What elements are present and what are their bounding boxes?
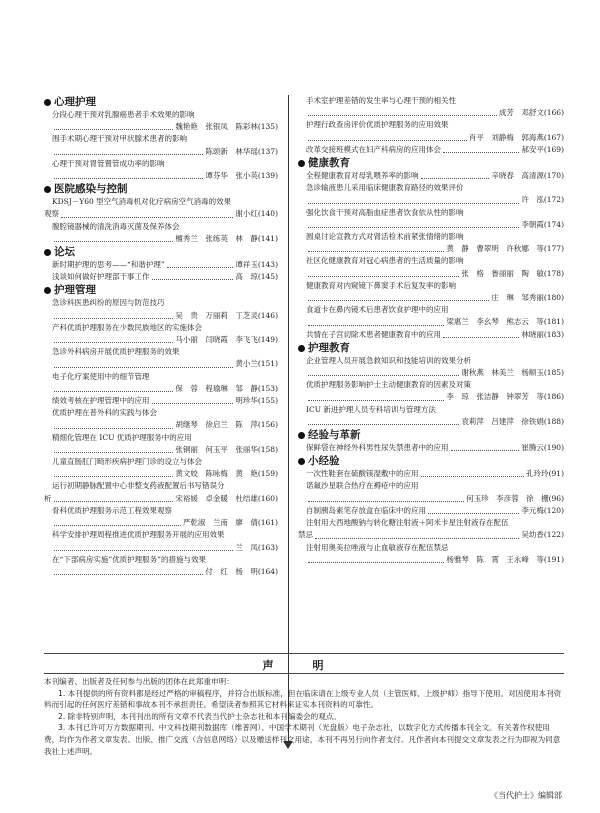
entry-author-line <box>298 194 564 206</box>
dot-leader <box>54 566 203 575</box>
entry-author: 谢秋燕 林美兰 杨顺玉(185) <box>461 368 564 378</box>
entry-author-line <box>44 121 278 133</box>
entry-author: 宋裕媛 卓金暖 杜结雄(160) <box>175 493 278 503</box>
notice-item-1: 1. 本刊提供的所有资料都是经过严格的审稿程序，并符合出版标准，但在临床请在上级专业人员（主管医师、上级护师）指导下使用。对因使用本刊资料而引起的任何医疗差错和事故本刊不承担责任。希望读者参照其它材料来证实本刊资料的可靠性。 <box>44 688 562 710</box>
dot-leader <box>308 493 464 502</box>
toc-entry <box>298 95 564 119</box>
toc-entry <box>298 280 564 304</box>
notice-body <box>44 676 564 757</box>
dot-leader <box>167 259 234 268</box>
dot-leader <box>308 243 444 252</box>
dot-leader <box>54 383 173 392</box>
dot-leader <box>315 529 519 538</box>
entry-author-line <box>298 493 564 505</box>
toc-entry <box>44 259 278 271</box>
entry-title: 食道卡在鼻内镜术后患者饮食护理中的应用 <box>306 305 449 315</box>
entry-author: 何玉珍 李彦蓉 徐 栅(96) <box>466 493 564 503</box>
toc-entry <box>298 255 564 279</box>
toc-right-column <box>298 95 564 566</box>
entry-title: 儿童直肠肛门畸形疾病护理门诊的设立与体会 <box>52 457 202 467</box>
dot-leader <box>421 170 490 179</box>
entry-author-line <box>298 243 564 255</box>
entry-author-line <box>44 146 278 158</box>
section-heading <box>298 455 564 468</box>
notice-item-2: 2. 除非特别声明，本刊刊出的所有文章不代表当代护士杂志社和本刊编委会的观点。 <box>58 711 342 721</box>
dot-leader <box>308 416 459 425</box>
column-divider <box>288 95 289 745</box>
dot-leader <box>54 444 173 453</box>
notice-title: 声 明 <box>262 659 338 672</box>
entry-author-line <box>44 468 278 480</box>
dot-leader <box>54 310 173 319</box>
entry-title: 围手术期心理干预对甲状腺术患者的影响 <box>52 134 187 144</box>
dot-leader <box>54 419 173 428</box>
bullet-icon <box>298 345 305 352</box>
toc-entry <box>298 379 564 403</box>
entry-author: 明珍华(155) <box>235 396 278 406</box>
entry-title: 腹腔镜器械的清洗消毒灭菌及保养体会 <box>52 221 180 231</box>
dot-leader <box>308 132 467 141</box>
section-title: 医院感染与控制 <box>54 183 128 196</box>
entry-author: 陈颂新 林华瑶(137) <box>205 146 278 156</box>
section-title: 论坛 <box>54 246 75 259</box>
notice-item-3: 3. 本刊已许可万方数据期刊、中文科技期刊数据库（维普网）、中国学术期刊（光盘版）电子杂志社，以数字化方式传播本刊全文。有关著作权使用费，均作为作者文章发表、出版、推广交流（含信息网络）以及赠送样刊之用途，本刊不再另行向作者支付。凡作者向本刊提交文章发表之行为即视为同意我社上述声明。 <box>44 723 561 756</box>
entry-title-text: 析 <box>44 493 52 503</box>
toc-entry <box>44 395 278 407</box>
entry-title: 护理行政查房评价优质护理服务的应用效果 <box>306 120 449 130</box>
entry-author-line <box>44 170 278 182</box>
entry-title: 社区化健康教育对冠心病患者的生活质量的影响 <box>306 256 464 266</box>
entry-author-line <box>298 107 564 119</box>
notice-lead: 本刊编者、出版者及任何参与出版的团体在此郑重申明： <box>44 677 234 686</box>
entry-title: 共情在子宫切除术患者健康教育中的应用 <box>306 329 441 339</box>
toc-entry <box>298 207 564 231</box>
toc-entry <box>44 322 278 346</box>
entry-title: 改革交接班模式在妇产科病房的应用体会 <box>306 144 441 154</box>
toc-entry <box>44 271 278 283</box>
toc-entry <box>44 133 278 157</box>
entry-title: 急诊科医患纠纷的原因与防范技巧 <box>52 298 165 308</box>
dot-leader <box>54 493 174 502</box>
dot-leader <box>428 505 519 514</box>
toc-entry <box>298 542 564 566</box>
toc-entry <box>298 442 564 454</box>
entry-author-line <box>44 383 278 395</box>
entry-author: 黄 静 曹翠明 许秋娜 等(177) <box>446 244 564 254</box>
entry-title: 绩效考核在护理管理中的应用 <box>52 396 150 406</box>
dot-leader <box>308 107 497 116</box>
entry-author: 李 琼 张洁静 钟翠芳 等(186) <box>446 392 564 402</box>
entry-author: 杨雅琴 陈 霄 王永峰 等(191) <box>446 554 564 564</box>
toc-entry <box>298 119 564 143</box>
entry-title: 全程健康教育对母乳喂养率的影响 <box>306 171 419 181</box>
dot-leader <box>421 468 525 477</box>
notice-top-rule <box>44 653 564 654</box>
toc-entry <box>298 517 564 541</box>
table-of-contents <box>44 95 564 755</box>
section-heading <box>298 342 564 355</box>
toc-entry <box>298 231 564 255</box>
entry-title: ICU 新进护理人员专科培训与管理方法 <box>306 404 436 414</box>
entry-title: 一次性鞋套在硫酸镁湿敷中的应用 <box>306 469 419 479</box>
dot-leader <box>308 391 444 400</box>
section-heading <box>44 183 278 196</box>
entry-author: 檀秀兰 张练英 林 静(141) <box>175 233 278 243</box>
entry-title: 心理干预对胃管置管成功率的影响 <box>52 158 165 168</box>
entry-author-line <box>44 419 278 431</box>
dot-leader <box>54 334 173 343</box>
entry-title-line <box>44 493 278 505</box>
toc-entry <box>298 304 564 328</box>
dot-leader <box>308 194 519 203</box>
entry-title: 浅谈如何做好护理部干事工作 <box>52 272 150 282</box>
entry-title: 优质护理服务影响护士主动健康教育的因素及对策 <box>306 380 471 390</box>
section-heading <box>44 284 278 297</box>
entry-author: 辛晓春 高清源(170) <box>491 171 564 181</box>
entry-author-line <box>298 367 564 379</box>
entry-author: 庄 琳 邹秀丽(180) <box>491 293 564 303</box>
entry-title-line <box>44 208 278 220</box>
dot-leader <box>152 271 234 280</box>
bullet-icon <box>298 160 305 167</box>
bullet-icon <box>44 287 51 294</box>
section-title: 健康教育 <box>308 157 350 170</box>
dot-leader <box>54 233 173 242</box>
dot-leader <box>308 367 459 376</box>
entry-author-line <box>44 542 278 554</box>
section-title: 护理教育 <box>308 341 350 354</box>
entry-author: 谭芬华 张小英(139) <box>205 171 278 181</box>
bullet-icon <box>298 458 305 465</box>
entry-author: 胡继琴 徐启兰 陈 萍(156) <box>175 420 278 430</box>
toc-entry <box>298 355 564 379</box>
entry-title: 分段心理干预对乳腺癌患者手术效果的影响 <box>52 110 195 119</box>
toc-entry <box>44 221 278 245</box>
entry-title: 诺氟沙星联合热疗在褥疮中的应用 <box>306 481 419 491</box>
dot-leader <box>308 316 444 325</box>
toc-entry <box>44 346 278 370</box>
dot-leader <box>443 144 519 153</box>
section-title: 小经验 <box>308 455 340 468</box>
entry-author-line <box>44 233 278 245</box>
entry-title: 圆桌讨论宣教方式对肾活检术前紧张情绪的影响 <box>306 232 464 242</box>
toc-entry <box>44 371 278 395</box>
entry-title-line <box>298 529 564 541</box>
notice-title-rule <box>44 673 564 674</box>
dot-leader <box>54 170 203 179</box>
toc-entry <box>44 297 278 321</box>
entry-author: 郝安平(169) <box>521 144 564 154</box>
dot-leader <box>308 292 489 301</box>
entry-author-line <box>44 334 278 346</box>
entry-title: 急诊外科病房开展优质护理服务的效果 <box>52 347 180 357</box>
entry-author: 崔腾云(190) <box>521 443 564 453</box>
entry-title: 手术室护理差错的发生率与心理干预的相关性 <box>306 96 456 105</box>
bullet-icon <box>44 186 51 193</box>
entry-author: 谭祥玉(143) <box>235 260 278 270</box>
entry-author: 李朝霞(174) <box>521 219 564 229</box>
entry-author-line <box>44 517 278 529</box>
toc-left-column <box>44 95 278 578</box>
entry-author-line <box>298 554 564 566</box>
entry-author-line <box>298 219 564 231</box>
bullet-icon <box>44 249 51 256</box>
entry-author: 黄文姣 陈咏梅 黄 艳(159) <box>175 469 278 479</box>
entry-author: 成芳 邓舒文(166) <box>498 108 564 118</box>
entry-author-line <box>298 268 564 280</box>
toc-entry <box>298 182 564 206</box>
dot-leader <box>308 268 459 277</box>
toc-entry <box>298 404 564 428</box>
toc-entry <box>44 505 278 529</box>
dot-leader <box>451 442 520 451</box>
section-title: 经验与革新 <box>308 429 361 442</box>
toc-entry <box>44 456 278 480</box>
entry-title: 自制胰岛素笔存放盒在临床中的应用 <box>306 505 426 515</box>
dot-leader <box>308 219 519 228</box>
dot-leader <box>54 542 233 551</box>
entry-author-line <box>44 358 278 370</box>
dot-leader <box>54 121 173 130</box>
dot-leader <box>61 208 233 217</box>
entry-title-text: 禁忌 <box>298 530 313 540</box>
entry-author: 林晓丽(183) <box>521 329 564 339</box>
toc-entry <box>298 170 564 182</box>
toc-entry <box>44 554 278 578</box>
entry-title: 健康教育对内窥镜下鼻窦手术后复发率的影响 <box>306 280 456 290</box>
section-heading <box>298 157 564 170</box>
entry-title: 运行初期静脉配置中心非整支药液配置后书写错误分 <box>52 481 225 491</box>
entry-author-line <box>298 316 564 328</box>
dot-leader <box>54 146 203 155</box>
entry-title: KDSJ－Y60 型空气消毒机对化疗病房空气消毒的效果 <box>52 197 232 207</box>
entry-author-line <box>44 444 278 456</box>
entry-author: 肖平 刘静梅 郭海燕(167) <box>468 132 564 142</box>
entry-title: 注射用大西地酸钠与转化糖注射液＋阿米卡星注射液存在配伍 <box>306 518 509 528</box>
bullet-icon <box>44 99 51 106</box>
entry-author: 张 格 鲁丽丽 陶 敏(178) <box>461 268 564 278</box>
section-title: 心理护理 <box>54 96 96 108</box>
entry-title: 科学安排护理周程推进优质护理服务开展的应用效果 <box>52 530 225 540</box>
toc-entry <box>44 196 278 220</box>
dot-leader <box>54 358 233 367</box>
toc-entry <box>44 480 278 504</box>
entry-author-line <box>298 416 564 428</box>
toc-entry <box>44 158 278 182</box>
entry-title: 企业管理人员开展急救知识和技能培训的效果分析 <box>306 355 471 365</box>
entry-author-line <box>298 292 564 304</box>
entry-title: 电子化疗案使用中的细节管理 <box>52 371 150 381</box>
entry-author: 付 红 杨 明(164) <box>205 566 278 576</box>
entry-author: 保 蓉 程瑜琳 邹 静(153) <box>175 383 278 393</box>
entry-title: 优质护理在普外科的实践与体会 <box>52 408 157 418</box>
toc-entry <box>298 329 564 341</box>
dot-leader <box>152 395 234 404</box>
toc-entry <box>298 468 564 480</box>
entry-author-line <box>298 391 564 403</box>
toc-entry <box>298 144 564 156</box>
section-heading <box>44 96 278 109</box>
entry-author: 梁惠兰 李幺琴 熊志云 等(181) <box>446 317 564 327</box>
toc-entry <box>44 407 278 431</box>
entry-author: 许 泓(172) <box>521 195 564 205</box>
entry-author: 袁莉萍 吕建萍 徐铁娟(188) <box>461 416 564 426</box>
entry-title: 保鲜袋在神经外科男性尿失禁患者中的应用 <box>306 443 449 453</box>
entry-author-line <box>298 132 564 144</box>
entry-title-text: 观察 <box>44 209 59 219</box>
entry-author: 谢小红(140) <box>235 209 278 219</box>
entry-author: 吴 贵 万丽莉 丁芝灵(146) <box>175 310 278 320</box>
toc-entry <box>298 505 564 517</box>
entry-title: 急诊输液患儿采用临床健康教育路径的效果评价 <box>306 183 464 193</box>
entry-title: 在“下部病房实施”优质护理服务”的措施与效果 <box>52 554 207 564</box>
entry-author: 李元梅(120) <box>521 505 564 515</box>
entry-title: 注射用奥美拉唑液与止血敏液存在配伍禁忌 <box>306 542 449 552</box>
entry-author: 吴幼香(122) <box>521 530 564 540</box>
entry-title: 骨科优质护理服务示范工程效果观察 <box>52 505 172 515</box>
toc-entry <box>44 529 278 553</box>
dot-leader <box>308 554 444 563</box>
entry-author-line <box>44 566 278 578</box>
dot-leader <box>54 517 181 526</box>
entry-author: 魏艳艳 张银凤 陈彩林(135) <box>175 122 278 132</box>
entry-title: 强化饮食干预对高脂血症患者饮食依从性的影响 <box>306 207 464 217</box>
entry-author: 黄小兰(151) <box>235 359 278 369</box>
section-title: 护理管理 <box>54 284 96 297</box>
toc-entry <box>44 109 278 133</box>
toc-entry <box>298 480 564 504</box>
notice-signature: 《当代护士》编辑部 <box>490 791 562 800</box>
toc-entry <box>44 432 278 456</box>
entry-title: 新时期护理的思考——“和谐护理” <box>52 260 165 270</box>
entry-author: 孔玲玲(91) <box>526 469 564 479</box>
section-heading <box>298 429 564 442</box>
entry-author-line <box>44 310 278 322</box>
entry-author: 张铜丽 何玉平 张丽华(158) <box>175 444 278 454</box>
entry-title: 精细化管理在 ICU 优质护理服务中的应用 <box>52 432 192 442</box>
section-heading <box>44 246 278 259</box>
entry-author: 兰 凤(163) <box>235 542 278 552</box>
entry-author: 严乾淑 兰南 廖 倩(161) <box>182 518 278 528</box>
dot-leader <box>54 468 173 477</box>
dot-leader <box>443 329 519 338</box>
entry-author: 马小丽 闫晓霞 李飞飞(149) <box>175 335 278 345</box>
entry-title: 产科优质护理服务在少数民族地区的实施体会 <box>52 322 202 332</box>
bullet-icon <box>298 432 305 439</box>
entry-author: 高 琼(145) <box>235 272 278 282</box>
